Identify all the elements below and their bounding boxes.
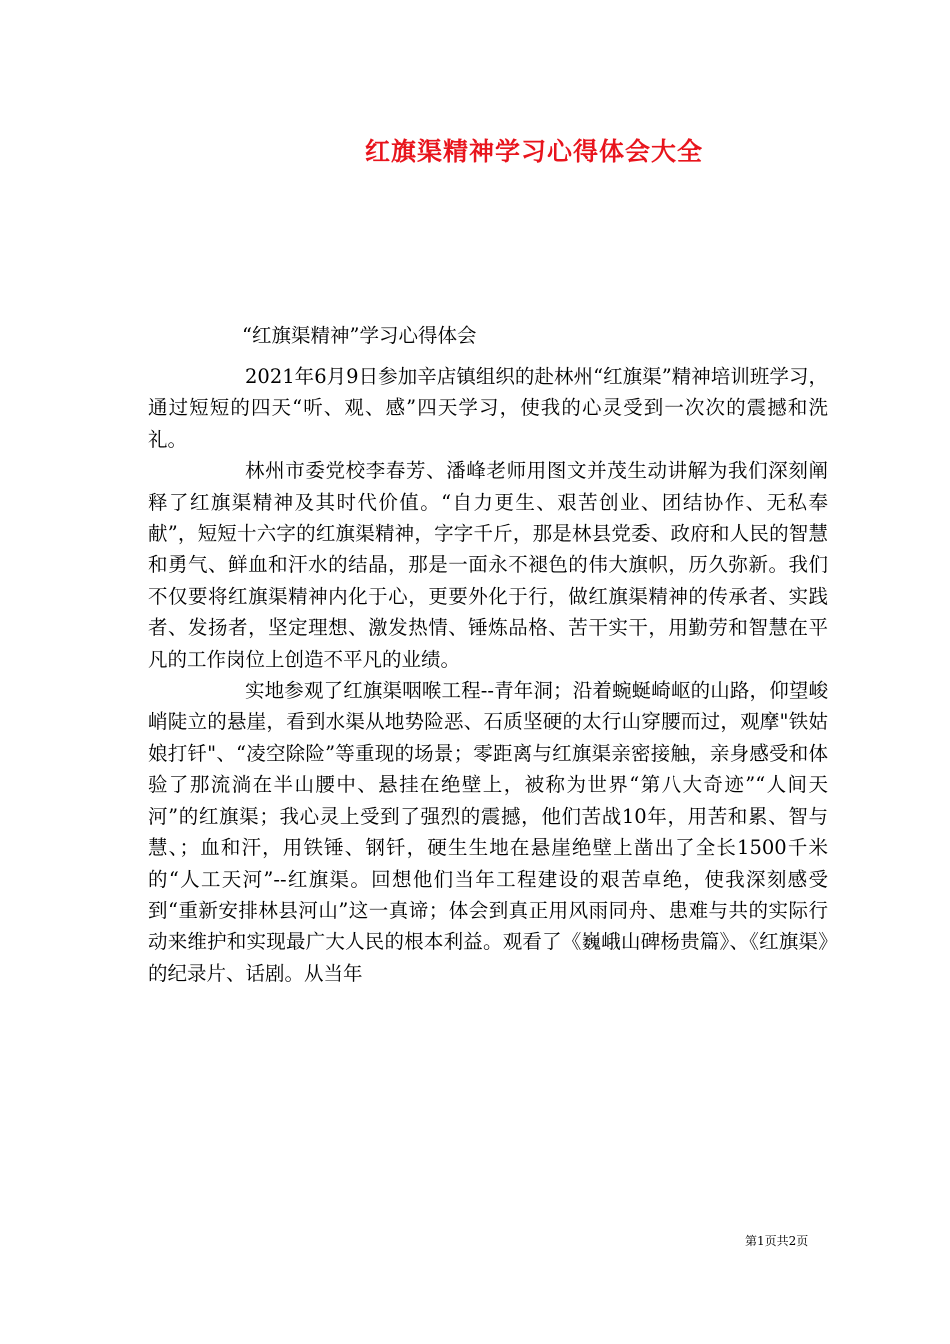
document-body [148,361,828,989]
document-title: 红旗渠精神学习心得体会大全 [364,137,703,166]
document-subtitle: “红旗渠精神”学习心得体会 [242,324,477,347]
paragraph-1: 2021年6月9日参加辛店镇组织的赴林州“红旗渠”精神培训班学习，通过短短的四天“听、观、感”四天学习，使我的心灵受到一次次的震撼和洗礼。 [148,365,828,451]
paragraph-3: 实地参观了红旗渠咽喉工程--青年洞；沿着蜿蜒崎岖的山路，仰望峻峭陡立的悬崖，看到水渠从地势险恶、石质坚硬的太行山穿腰而过，观摩"铁姑娘打钎"、“凌空除险”等重现的场景；零距离与红旗渠亲密接触，亲身感受和体验了那流淌在半山腰中、悬挂在绝壁上，被称为世界“第八大奇迹”“人间天河”的红旗渠；我心灵上受到了强烈的震撼，他们苦战10年，用苦和累、智与慧、；血和汗，用铁锤、钢钎，硬生生地在悬崖绝壁上凿出了全长1500千米的“人工天河”--红旗渠。回想他们当年工程建设的艰苦卓绝，使我深刻感受到“重新安排林县河山”这一真谛；体会到真正用风雨同舟、患难与共的实际行动来维护和实现最广大人民的根本利益。观看了《巍峨山碑杨贵篇》、《红旗渠》的纪录片、话剧。从当年 [148,679,828,985]
page-indicator: 第1页共2页 [745,1234,809,1248]
paragraph-2: 林州市委党校李春芳、潘峰老师用图文并茂生动讲解为我们深刻阐释了红旗渠精神及其时代价值。“自力更生、艰苦创业、团结协作、无私奉献”，短短十六字的红旗渠精神，字字千斤，那是林县党委、政府和人民的智慧和勇气、鲜血和汗水的结晶，那是一面永不褪色的伟大旗帜，历久弥新。我们不仅要将红旗渠精神内化于心，更要外化于行，做红旗渠精神的传承者、实践者、发扬者，坚定理想、激发热情、锤炼品格、苦干实干，用勤劳和智慧在平凡的工作岗位上创造不平凡的业绩。 [148,459,828,671]
